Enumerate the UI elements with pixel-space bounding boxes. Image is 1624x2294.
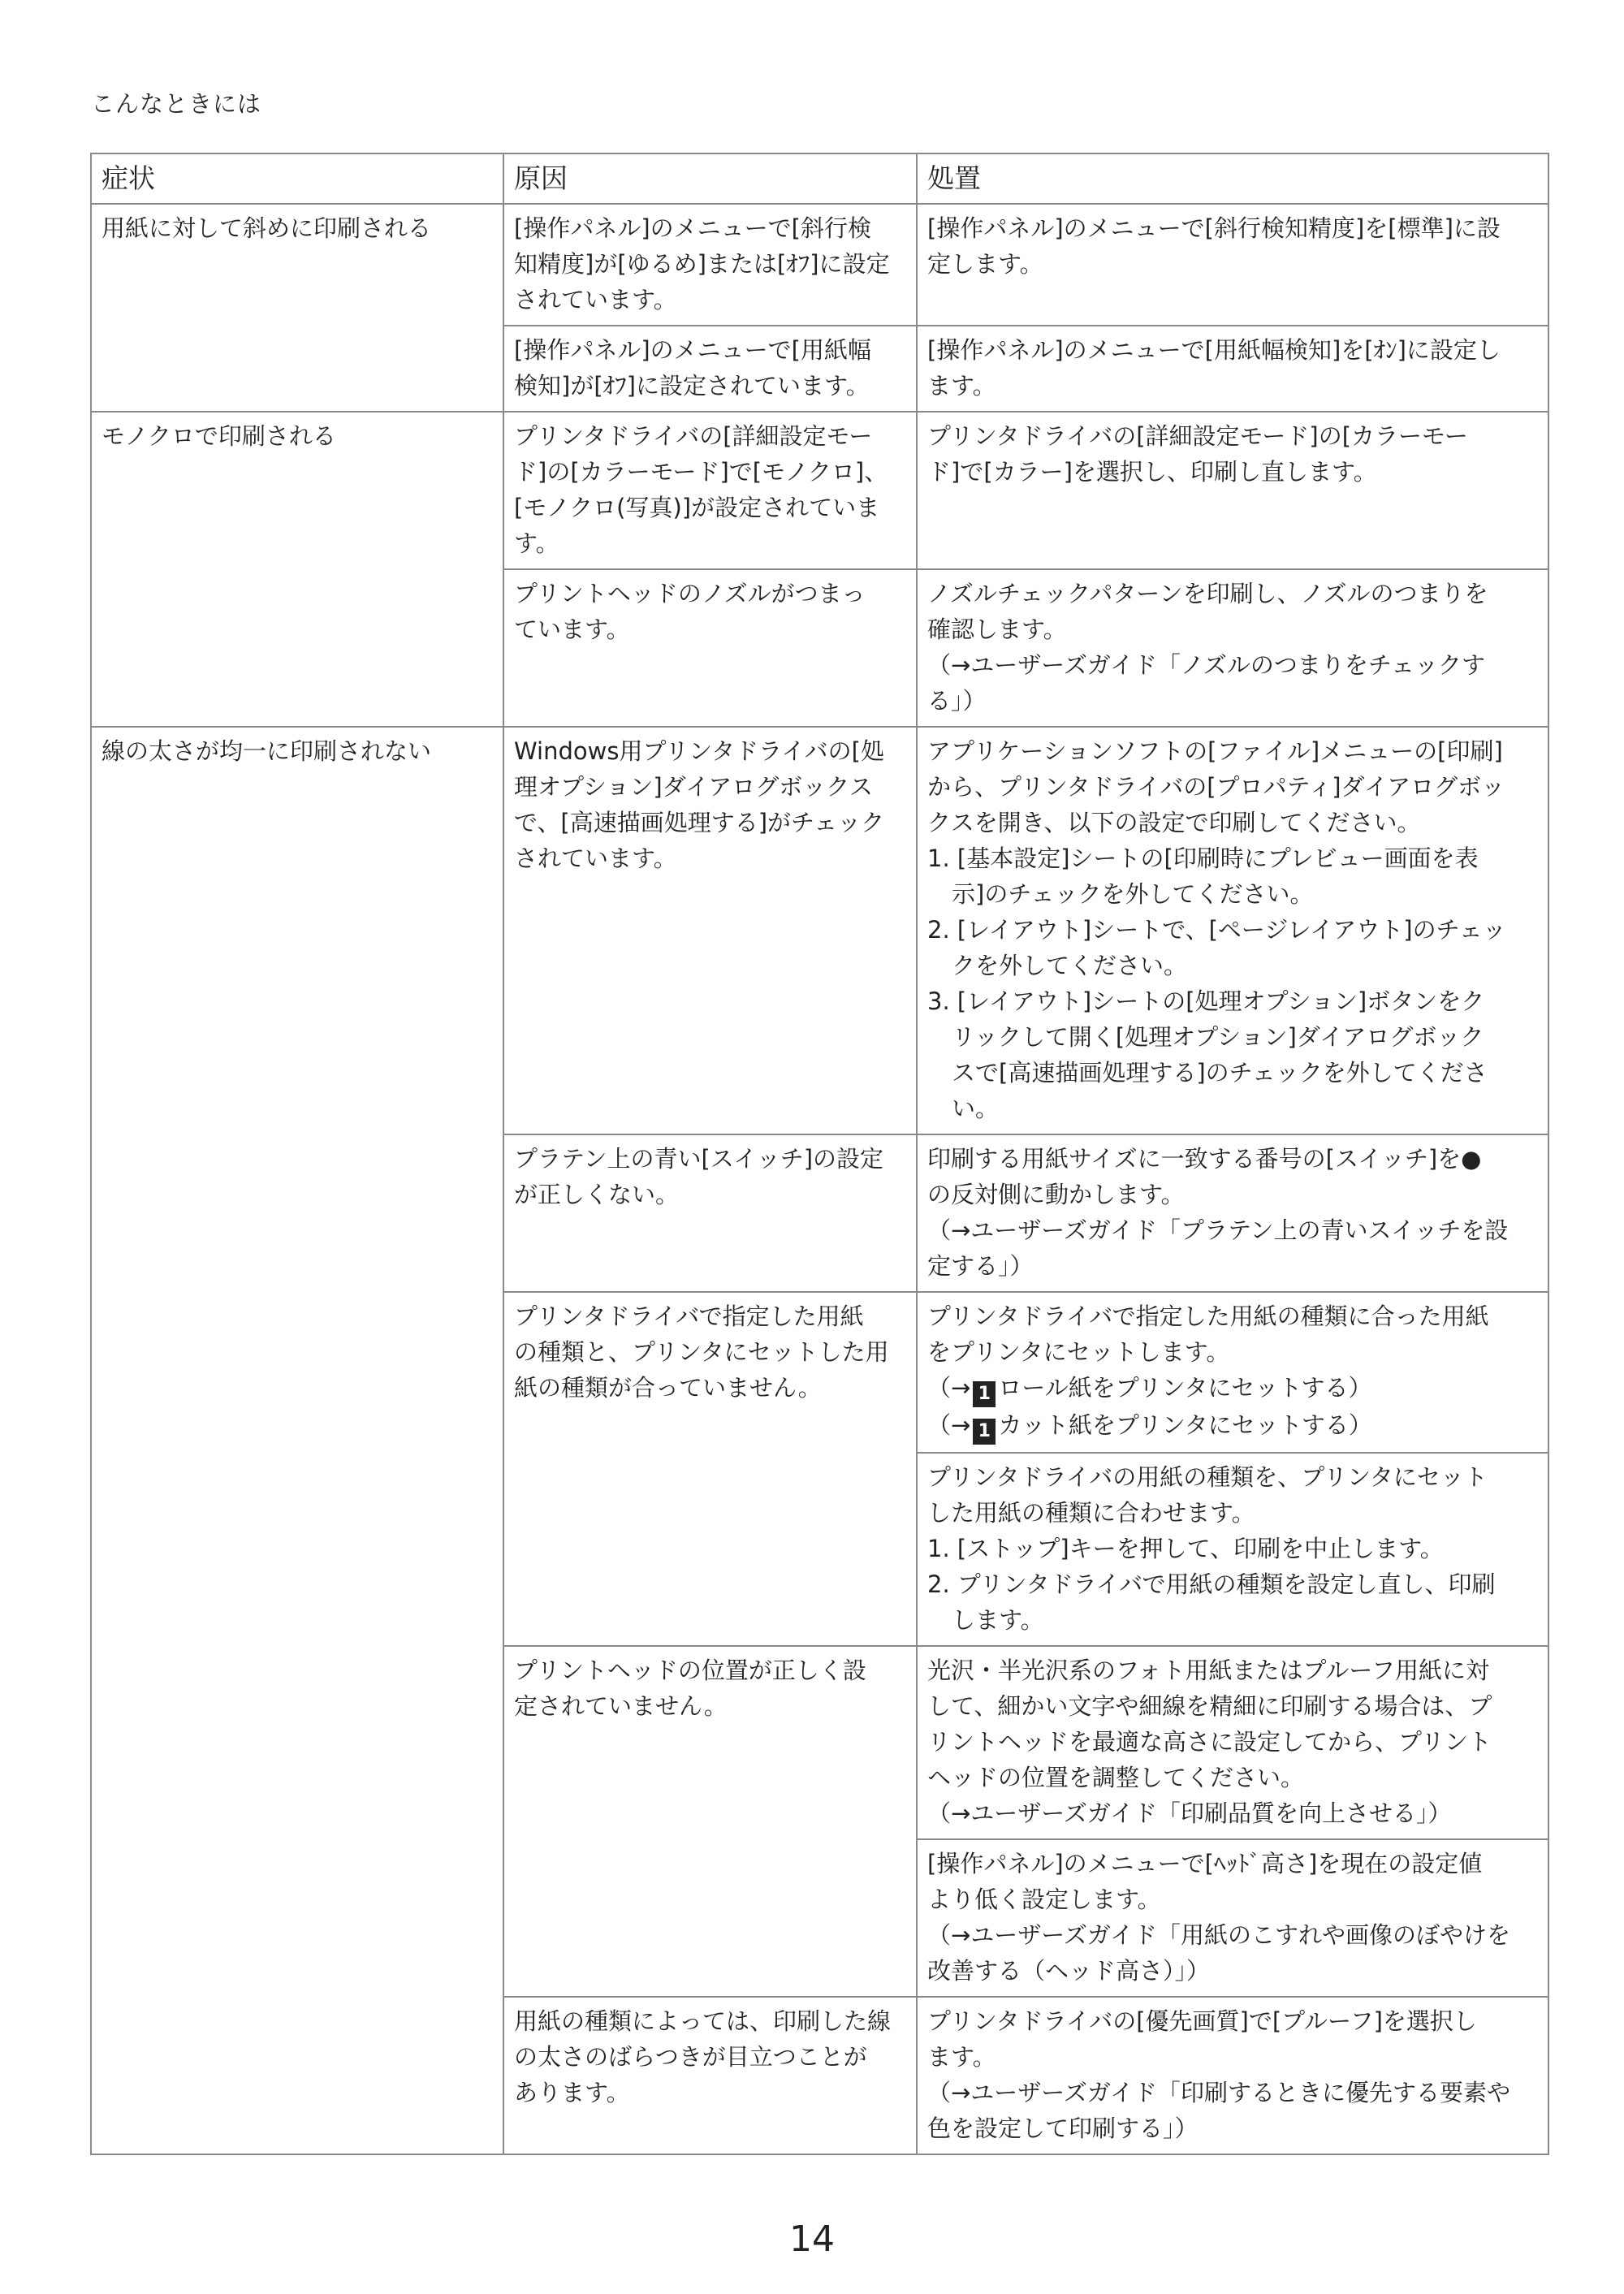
text-line: プリンタドライバの[詳細設定モード]の[カラーモー bbox=[927, 422, 1468, 450]
cause-cell bbox=[503, 1134, 917, 1292]
header-cause: 原因 bbox=[503, 153, 917, 204]
cause-cell bbox=[503, 569, 917, 727]
cause-cell bbox=[503, 412, 917, 569]
text-line: ノズルチェックパターンを印刷し、ノズルのつまりを bbox=[927, 580, 1488, 607]
text-line: されています。 bbox=[514, 845, 677, 872]
remedy-cell bbox=[917, 1839, 1548, 1997]
cause-cell bbox=[503, 727, 917, 1134]
text-line: します。 bbox=[952, 1606, 1044, 1634]
text-line: ます。 bbox=[927, 372, 996, 400]
text-line: Windows用プリンタドライバの[処 bbox=[514, 737, 884, 765]
remedy-cell bbox=[917, 412, 1548, 569]
text-line: より低く設定します。 bbox=[927, 1886, 1161, 1913]
text-line: 2. [レイアウト]シートで、[ページレイアウト]のチェッ bbox=[927, 916, 1506, 944]
text-line: されています。 bbox=[514, 286, 677, 313]
text-line: リントヘッドを最適な高さに設定してから、プリント bbox=[927, 1728, 1492, 1756]
remedy-cell bbox=[917, 1453, 1548, 1646]
text-line: [モノクロ(写真)]が設定されていま bbox=[514, 494, 880, 521]
text-line: 確認します。 bbox=[927, 616, 1067, 643]
text-line: 定する」） bbox=[927, 1252, 1034, 1280]
text-line: が正しくない。 bbox=[514, 1181, 680, 1208]
text-line: ヘッドの位置を調整してください。 bbox=[927, 1764, 1305, 1791]
text-line: をプリンタにセットします。 bbox=[927, 1338, 1230, 1366]
text-line: 1. [ストップ]キーを押して、印刷を中止します。 bbox=[927, 1535, 1444, 1562]
text-line: から、プリンタドライバの[プロパティ]ダイアログボッ bbox=[927, 773, 1505, 801]
text-line: [操作パネル]のメニューで[用紙幅 bbox=[514, 336, 871, 364]
text-line: して、細かい文字や細線を精細に印刷する場合は、プ bbox=[927, 1692, 1492, 1720]
text-line: プリンタドライバの[詳細設定モー bbox=[514, 422, 873, 450]
text-line: 定されていません。 bbox=[514, 1692, 728, 1720]
text-line: 1. [基本設定]シートの[印刷時にプレビュー画面を表 bbox=[927, 845, 1479, 872]
chapter-number-badge: 1 bbox=[973, 1419, 996, 1445]
text-line: 改善する（ヘッド高さ）」） bbox=[927, 1957, 1211, 1985]
remedy-steps bbox=[927, 840, 1538, 1126]
text-line: （→ユーザーズガイド「プラテン上の青いスイッチを設 bbox=[927, 1216, 1509, 1244]
symptom-cell bbox=[91, 727, 503, 2154]
table-row bbox=[91, 727, 1548, 1134]
text-line: ド]の[カラーモード]で[モノクロ]、 bbox=[514, 458, 888, 486]
text-line: モノクロで印刷される bbox=[102, 422, 336, 450]
text-line: の太さのばらつきが目立つことが bbox=[514, 2043, 867, 2071]
text-line: スで[高速描画処理する]のチェックを外してくださ bbox=[952, 1059, 1488, 1087]
text-line: プリンタドライバの[優先画質]で[プルーフ]を選択し bbox=[927, 2007, 1477, 2035]
text-line: 2. プリンタドライバで用紙の種類を設定し直し、印刷 bbox=[927, 1570, 1496, 1598]
text-line: ます。 bbox=[927, 2043, 996, 2071]
text-line: 3. [レイアウト]シートの[処理オプション]ボタンをク bbox=[927, 987, 1485, 1015]
text-line: い。 bbox=[952, 1095, 1000, 1122]
remedy-intro bbox=[927, 1298, 1538, 1370]
text-line: [操作パネル]のメニューで[斜行検知精度]を[標準]に設 bbox=[927, 214, 1501, 242]
text-line: [操作パネル]のメニューで[斜行検 bbox=[514, 214, 871, 242]
text-line: プラテン上の青い[スイッチ]の設定 bbox=[514, 1145, 884, 1173]
text-line: 紙の種類が合っていません。 bbox=[514, 1374, 822, 1402]
text-line: 用紙に対して斜めに印刷される bbox=[102, 214, 432, 242]
text-line: す。 bbox=[514, 529, 559, 557]
text-line: [操作パネル]のメニューで[ﾍｯﾄﾞ高さ]を現在の設定値 bbox=[927, 1850, 1483, 1877]
text-line: プリンタドライバで指定した用紙の種類に合った用紙 bbox=[927, 1303, 1489, 1330]
text-line: の反対側に動かします。 bbox=[927, 1181, 1185, 1208]
text-line: 検知]が[ｵﾌ]に設定されています。 bbox=[514, 372, 870, 400]
text-line: ド]で[カラー]を選択し、印刷し直します。 bbox=[927, 458, 1377, 486]
remedy-cell bbox=[917, 1292, 1548, 1453]
cause-cell bbox=[503, 1646, 917, 1997]
text-line: 知精度]が[ゆるめ]または[ｵﾌ]に設定 bbox=[514, 250, 890, 278]
cause-cell bbox=[503, 326, 917, 412]
text-line: 理オプション]ダイアログボックス bbox=[514, 773, 873, 801]
header-remedy: 処置 bbox=[917, 153, 1548, 204]
text-line: る」） bbox=[927, 687, 987, 715]
text-line: 線の太さが均一に印刷されない bbox=[102, 737, 432, 765]
text-line: （→ユーザーズガイド「印刷するときに優先する要素や bbox=[927, 2079, 1510, 2106]
text-line: アプリケーションソフトの[ファイル]メニューの[印刷] bbox=[927, 737, 1503, 765]
table-header-row bbox=[91, 153, 1548, 204]
text-line: クスを開き、以下の設定で印刷してください。 bbox=[927, 809, 1421, 836]
symptom-cell bbox=[91, 204, 503, 412]
text-line: 定します。 bbox=[927, 250, 1043, 278]
text-line: あります。 bbox=[514, 2079, 630, 2106]
text-line: [操作パネル]のメニューで[用紙幅検知]を[ｵﾝ]に設定し bbox=[927, 336, 1501, 364]
symptom-cell bbox=[91, 412, 503, 727]
text-line: で、[高速描画処理する]がチェック bbox=[514, 809, 885, 836]
cause-cell bbox=[503, 204, 917, 326]
text-line: リックして開く[処理オプション]ダイアログボック bbox=[952, 1023, 1484, 1051]
cause-cell bbox=[503, 1997, 917, 2154]
header-symptom: 症状 bbox=[91, 153, 503, 204]
reference-link[interactable]: （→ 1 カット紙をプリンタにセットする） bbox=[927, 1407, 1538, 1445]
text-line: （→ユーザーズガイド「印刷品質を向上させる」） bbox=[927, 1799, 1452, 1827]
remedy-cell bbox=[917, 1646, 1548, 1839]
text-line: クを外してください。 bbox=[952, 952, 1188, 979]
remedy-intro bbox=[927, 733, 1538, 840]
page-number: 14 bbox=[789, 2218, 835, 2260]
remedy-cell bbox=[917, 204, 1548, 326]
chapter-number-badge: 1 bbox=[973, 1381, 996, 1407]
text-line: 示]のチェックを外してください。 bbox=[952, 880, 1314, 908]
text-line: 印刷する用紙サイズに一致する番号の[スイッチ]を● bbox=[927, 1145, 1482, 1173]
text-line: した用紙の種類に合わせます。 bbox=[927, 1499, 1255, 1527]
text-line: 用紙の種類によっては、印刷した線 bbox=[514, 2007, 892, 2035]
remedy-cell bbox=[917, 1997, 1548, 2154]
table-row bbox=[91, 204, 1548, 326]
text-line: プリントヘッドの位置が正しく設 bbox=[514, 1657, 866, 1684]
text-line: プリンタドライバの用紙の種類を、プリンタにセット bbox=[927, 1463, 1488, 1491]
remedy-cell bbox=[917, 1134, 1548, 1292]
remedy-cell bbox=[917, 569, 1548, 727]
text-line: （→ユーザーズガイド「ノズルのつまりをチェックす bbox=[927, 651, 1485, 679]
remedy-cell bbox=[917, 727, 1548, 1134]
text-line: の種類と、プリンタにセットした用 bbox=[514, 1338, 889, 1366]
text-line: （→ユーザーズガイド「用紙のこすれや画像のぼやけを bbox=[927, 1921, 1510, 1949]
text-line: ています。 bbox=[514, 616, 630, 643]
remedy-cell bbox=[917, 326, 1548, 412]
reference-link[interactable]: （→ 1 ロール紙をプリンタにセットする） bbox=[927, 1370, 1538, 1407]
text-line: プリンタドライバで指定した用紙 bbox=[514, 1303, 864, 1330]
cause-cell bbox=[503, 1292, 917, 1646]
text-line: 光沢・半光沢系のフォト用紙またはプルーフ用紙に対 bbox=[927, 1657, 1489, 1684]
troubleshooting-table bbox=[90, 153, 1549, 2155]
text-line: 色を設定して印刷する」） bbox=[927, 2115, 1199, 2142]
text-line: プリントヘッドのノズルがつまっ bbox=[514, 580, 866, 607]
table-row bbox=[91, 412, 1548, 569]
page-header-title: こんなときには bbox=[91, 90, 262, 118]
